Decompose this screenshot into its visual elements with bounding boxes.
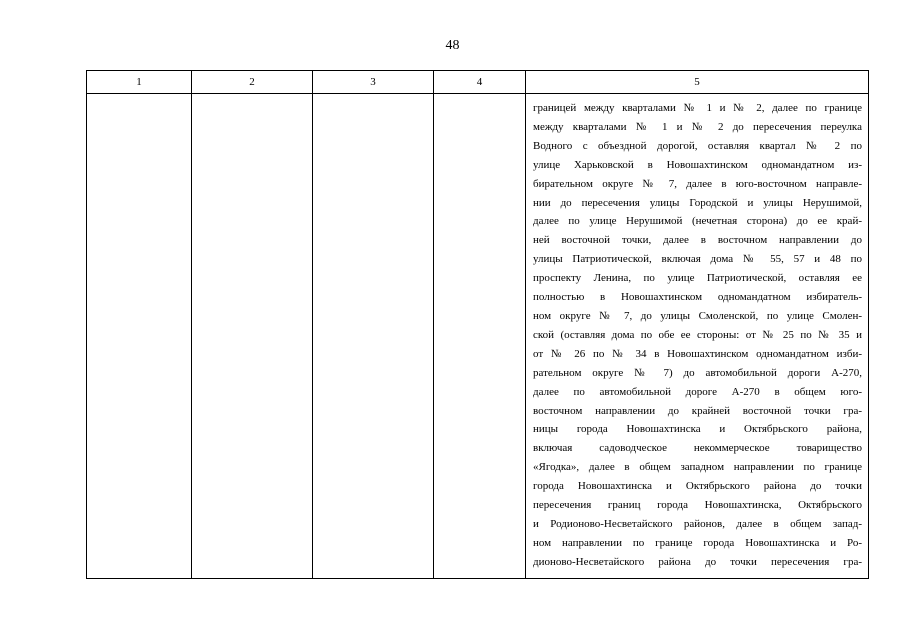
text-line: далее по автомобильной дороге А-270 в общем юго- [533, 385, 862, 398]
table-row [87, 94, 869, 579]
text-line: нии до пересечения улицы Городской и улицы Нерушимой, [533, 196, 862, 209]
text-line: города Новошахтинска и Октябрьского района до точки [533, 480, 862, 493]
text-line: ном направлении по границе города Новошахтинска и Ро- [533, 536, 862, 549]
cell-col-4 [434, 94, 526, 579]
text-line: ней восточной точки, далее в восточном направлении до [533, 234, 862, 247]
text-line: улицы Патриотической, включая дома № 55, 57 и 48 по [533, 253, 862, 266]
text-line: между кварталами № 1 и № 2 до пересечения переулка [533, 120, 862, 133]
text-line: и Родионово-Несветайского районов, далее в общем запад- [533, 517, 862, 530]
cell-col-3 [313, 94, 434, 579]
boundary-description-text [526, 94, 868, 572]
page-number: 48 [445, 38, 460, 53]
text-line: проспекту Ленина, по улице Патриотической, оставляя ее [533, 272, 862, 285]
text-line: полностью в Новошахтинском одномандатном избиратель- [533, 291, 862, 304]
column-header-2: 2 [192, 71, 313, 94]
text-line: рательном округе № 7) до автомобильной дороги А-270, [533, 366, 862, 379]
text-line: ской (оставляя дома по обе ее стороны: от № 25 по № 35 и [533, 328, 862, 341]
cell-col-2 [192, 94, 313, 579]
text-line: Водного с объездной дорогой, оставляя квартал № 2 по [533, 139, 862, 152]
text-line: границей между кварталами № 1 и № 2, далее по границе [533, 102, 862, 114]
text-line: восточном направлении до крайней восточной точки гра- [533, 404, 862, 417]
cell-col-5 [526, 94, 869, 579]
column-header-5: 5 [526, 71, 869, 94]
table-header-row [87, 71, 869, 94]
text-line: ном округе № 7, до улицы Смоленской, по улице Смолен- [533, 309, 862, 322]
text-line: бирательном округе № 7, далее в юго-восточном направле- [533, 177, 862, 190]
cell-col-1 [87, 94, 192, 579]
text-line: «Ягодка», далее в общем западном направлении по границе [533, 461, 862, 474]
text-line: включая садоводческое некоммерческое товарищество [533, 442, 862, 455]
column-header-1: 1 [87, 71, 192, 94]
text-line: ницы города Новошахтинска и Октябрьского района, [533, 423, 862, 436]
document-table [86, 70, 869, 579]
column-header-4: 4 [434, 71, 526, 94]
text-line: далее по улице Нерушимой (нечетная сторона) до ее край- [533, 215, 862, 228]
text-line: от № 26 по № 34 в Новошахтинском одномандатном изби- [533, 347, 862, 360]
text-line: пересечения границ города Новошахтинска, Октябрьского [533, 499, 862, 512]
column-header-3: 3 [313, 71, 434, 94]
text-line: улице Харьковской в Новошахтинском одномандатном из- [533, 158, 862, 171]
text-line: дионово-Несветайского района до точки пересечения гра- [533, 555, 862, 568]
